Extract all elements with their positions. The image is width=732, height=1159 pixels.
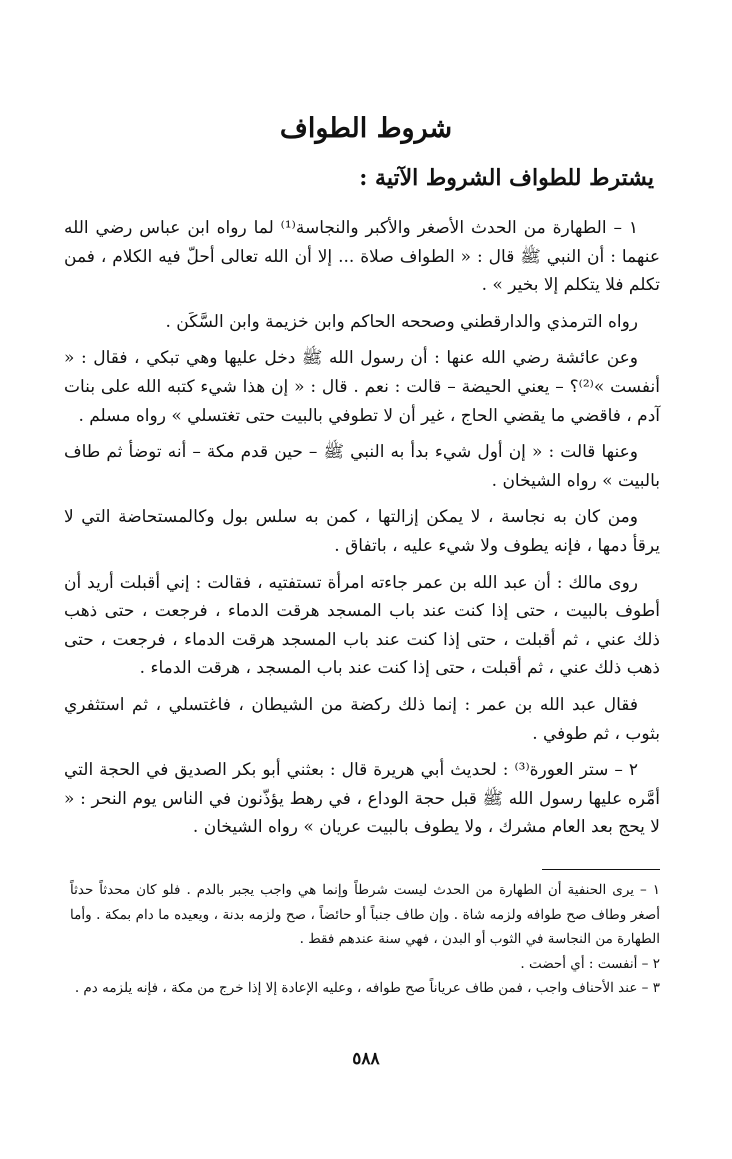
footnote-2: ٢ – أنفست : أي أحضت . xyxy=(520,955,660,972)
page-number: ٥٨٨ xyxy=(352,1049,380,1069)
paragraph-malik-narration: روى مالك : أن عبد الله بن عمر جاءته امرأة تستفتيه ، فقالت : إني أقبلت أريد أن أطوف بالبيت ، حتى إذا كنت عند باب المسجد هرقت الدماء ، فرجعت ، حتى ذهب ذلك عني ، ثم أقبلت ، حتى إذا كنت عند باب المسجد هرقت الدماء ، فرجعت ، حتى ذهب ذلك عني ، ثم أقبلت ، حتى إذا كنت عند باب المسجد ، هرقت الدماء . xyxy=(64,572,660,679)
footnote-3: ٣ – عند الأحناف واجب ، فمن طاف عرياناً صح طوافه ، وعليه الإعادة إلا إذا خرج من مكة ، فإنه يلزمه دم . xyxy=(74,980,660,996)
paragraph-aisha-second: وعنها قالت : « إن أول شيء بدأ به النبي ﷺ – حين قدم مكة – أنه توضأ ثم طاف بالبيت » رواه الشيخان . xyxy=(64,442,660,491)
paragraph-condition-1: ١ – الطهارة من الحدث الأصغر والأكبر والنجاسة⁽¹⁾ لما رواه ابن عباس رضي الله عنهما : أن النبي ﷺ قال : « الطواف صلاة ... إلا أن الله تعالى أحلّ فيه الكلام ، فمن تكلم فلا يتكلم إلا بخير » . xyxy=(64,218,660,296)
paragraph-aisha-hadith: وعن عائشة رضي الله عنها : أن رسول الله ﷺ دخل عليها وهي تبكي ، فقال : « أنفست »⁽²⁾؟ – يعني الحيضة – قالت : نعم . قال : « إن هذا شيء كتبه الله على بنات آدم ، فاقضي ما يقضي الحاج ، غير أن لا تطوفي بالبيت حتى تغتسلي » رواه مسلم . xyxy=(64,348,660,426)
page-title: شروط الطواف xyxy=(279,113,453,144)
section-heading: يشترط للطواف الشروط الآتية : xyxy=(359,165,654,191)
paragraph-condition-2: ٢ – ستر العورة⁽³⁾ : لحديث أبي هريرة قال : بعثني أبو بكر الصديق في الحجة التي أمَّره عليها رسول الله ﷺ قبل حجة الوداع ، في رهط يؤذّنون في الناس يوم النحر : « لا يحج بعد العام مشرك ، ولا يطوف بالبيت عريان » رواه الشيخان . xyxy=(64,760,660,838)
footnotes xyxy=(70,878,660,1001)
footnote-1: ١ – يرى الحنفية أن الطهارة من الحدث ليست شرطاً وإنما هي واجب يجبر بالدم . فلو كان محدثاً حدثاً أصغر وطاف صح طوافه ولزمه شاة . وإن طاف جنباً أو حائضاً ، صح ولزمه بدنة ، ويعيده ما دام بمكة . وأما الطهارة من النجاسة في الثوب أو البدن ، فهي سنة عندهم فقط . xyxy=(70,882,660,947)
main-text xyxy=(64,214,660,850)
paragraph-impurity: ومن كان به نجاسة ، لا يمكن إزالتها ، كمن به سلس بول وكالمستحاضة التي لا يرقأ دمها ، فإنه يطوف ولا شيء عليه ، باتفاق . xyxy=(64,507,660,556)
paragraph-ibn-umar-reply: فقال عبد الله بن عمر : إنما ذلك ركضة من الشيطان ، فاغتسلي ، ثم استثفري بثوب ، ثم طوفي . xyxy=(64,694,660,744)
footnote-divider xyxy=(542,869,660,870)
paragraph-narration: رواه الترمذي والدارقطني وصححه الحاكم وابن خزيمة وابن السَّكَن . xyxy=(165,311,638,332)
